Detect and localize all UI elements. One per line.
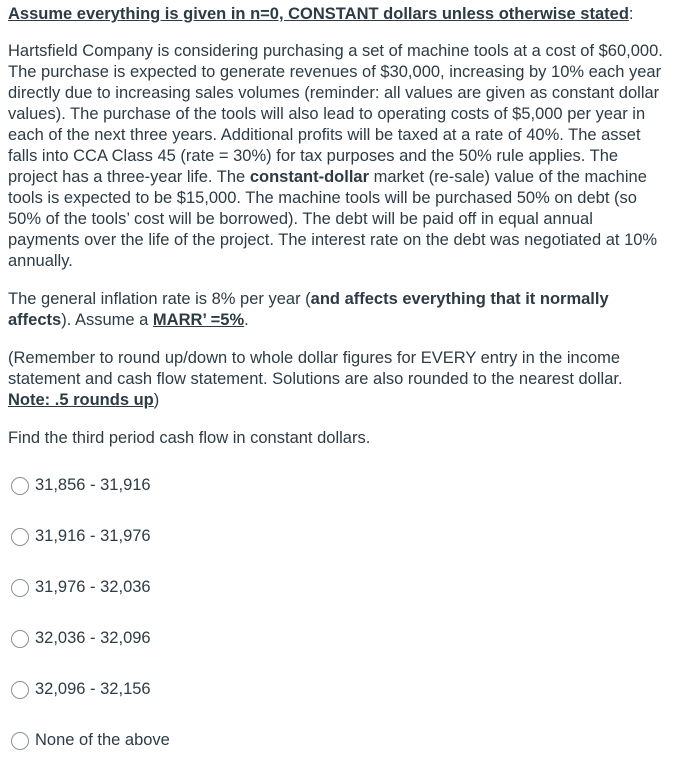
paragraph-3-part-2: ) [153,391,160,409]
paragraph-2-part-2: ). Assume a [61,311,153,329]
paragraph-2-part-1: The general inflation rate is 8% per year ( [8,290,311,308]
question-paragraph-2 [8,289,666,331]
rounding-note: Note: .5 rounds up [8,391,154,409]
answer-option-1[interactable] [8,475,666,496]
radio-button[interactable] [11,528,29,546]
question-paragraph-1 [8,41,666,272]
answer-option-4[interactable] [8,628,666,649]
answer-option-6[interactable] [8,730,666,751]
answer-option-label: 32,096 - 32,156 [35,680,151,698]
question-heading [8,4,666,25]
radio-button[interactable] [11,630,29,648]
heading-underlined-text: Assume everything is given in n=0, CONSTANT dollars unless otherwise stated [8,5,629,23]
answer-options [8,475,666,751]
question-prompt: Find the third period cash flow in constant dollars. [8,429,371,447]
marr-value: MARR’ =5% [152,311,245,329]
question-paragraph-3 [8,348,666,411]
answer-option-5[interactable] [8,679,666,700]
paragraph-1-bold: constant-dollar [249,168,370,186]
answer-option-label: 32,036 - 32,096 [35,629,151,647]
paragraph-3-part-1: (Remember to round up/down to whole dollar figures for EVERY entry in the income statement and cash flow statement. Solutions are also rounded to the nearest dollar. [8,349,623,388]
radio-button[interactable] [11,477,29,495]
radio-button[interactable] [11,732,29,750]
paragraph-1-part-2: market (re-sale) value of the machine tools is expected to be $15,000. The machine tools will be purchased 50% on debt (so 50% of the tools’ cost will be borrowed). The debt will be paid off in equal annual payments over the life of the project. The interest rate on the debt was negotiated at 10% annually. [8,168,658,270]
paragraph-2-part-3: . [244,311,249,329]
heading-suffix: : [628,5,634,23]
paragraph-1-part-1: Hartsfield Company is considering purchasing a set of machine tools at a cost of $60,000. The purchase is expected to generate revenues of $30,000, increasing by 10% each year directly due to increasing sales volumes (reminder: all values are given as constant dollar values). The purchase of the tools will also lead to operating costs of $5,000 per year in each of the next three years. Additional profits will be taxed at a rate of 40%. The asset falls into CCA Class 45 (rate = 30%) for tax purposes and the 50% rule applies. The project has a three-year life. The [8,42,663,186]
answer-option-label: 31,976 - 32,036 [35,578,151,596]
radio-button[interactable] [11,681,29,699]
answer-option-3[interactable] [8,577,666,598]
answer-option-2[interactable] [8,526,666,547]
paragraph-2-bold: and affects everything that it normally affects [8,290,609,329]
answer-option-label: None of the above [35,731,170,749]
answer-option-label: 31,916 - 31,976 [35,527,151,545]
answer-option-label: 31,856 - 31,916 [35,476,151,494]
radio-button[interactable] [11,579,29,597]
